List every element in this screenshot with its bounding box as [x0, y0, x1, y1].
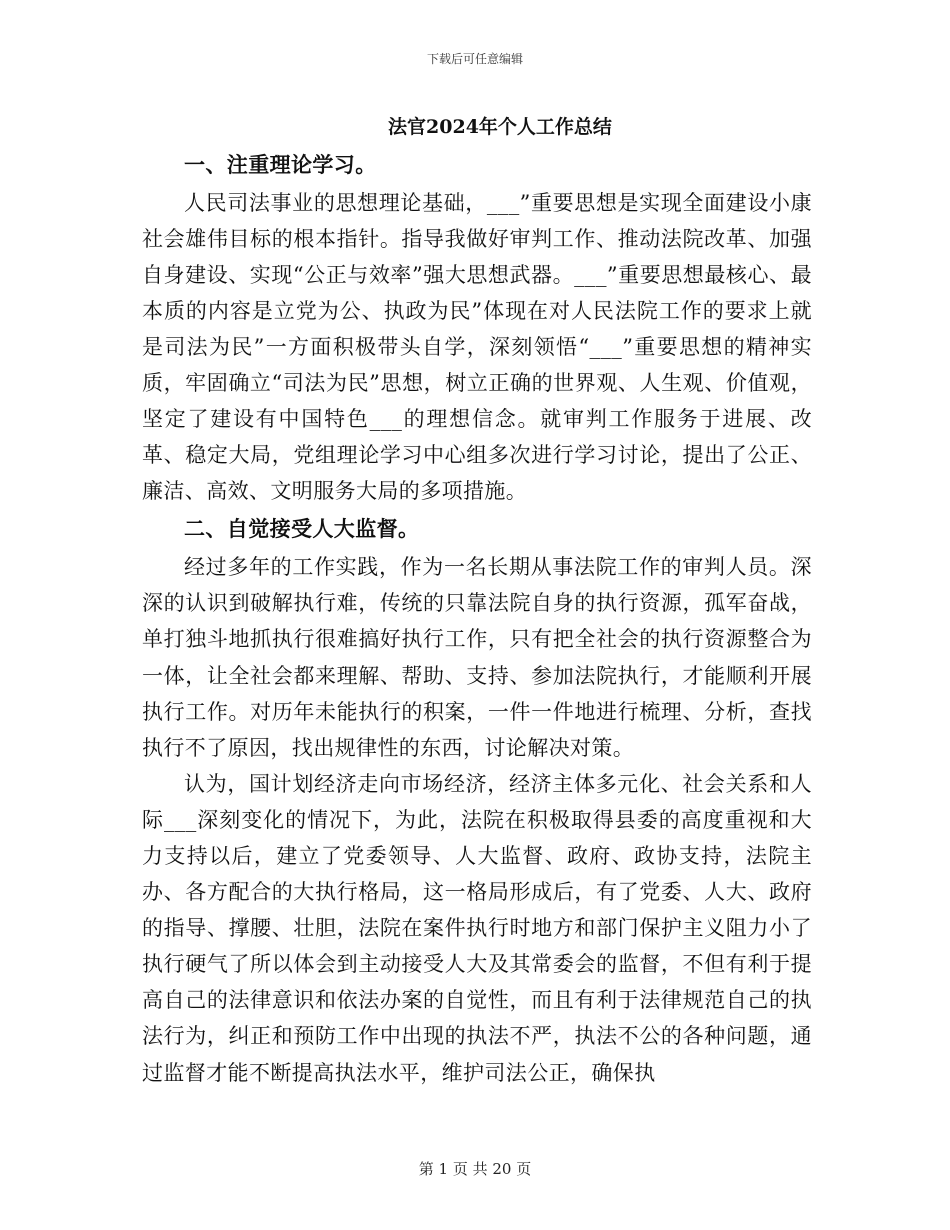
document-body [142, 145, 812, 1091]
body-paragraph: 经过多年的工作实践，作为一名长期从事法院工作的审判人员。深深的认识到破解执行难，传统的只靠法院自身的执行资源，孤军奋战，单打独斗地抓执行很难搞好执行工作，只有把全社会的执行资源整合为一体，让全社会都来理解、帮助、支持、参加法院执行，才能顺利开展执行工作。对历年未能执行的积案，一件一件地进行梳理、分析，查找执行不了原因，找出规律性的东西，讨论解决对策。 [142, 555, 812, 760]
body-paragraph: 人民司法事业的思想理论基础，___”重要思想是实现全面建设小康社会雄伟目标的根本指针。指导我做好审判工作、推动法院改革、加强自身建设、实现“公正与效率”强大思想武器。___”重要思想最核心、最本质的内容是立党为公、执政为民”体现在对人民法院工作的要求上就是司法为民”一方面积极带头自学，深刻领悟“___”重要思想的精神实质，牢固确立“司法为民”思想，树立正确的世界观、人生观、价值观，坚定了建设有中国特色___的理想信念。就审判工作服务于进展、改革、稳定大局，党组理论学习中心组多次进行学习讨论，提出了公正、廉洁、高效、文明服务大局的多项措施。 [142, 190, 812, 504]
section-heading: 二、自觉接受人大监督。 [184, 516, 420, 542]
body-paragraph: 认为，国计划经济走向市场经济，经济主体多元化、社会关系和人际___深刻变化的情况下，为此，法院在积极取得县委的高度重视和大力支持以后，建立了党委领导、人大监督、政府、政协支持，法院主办、各方配合的大执行格局，这一格局形成后，有了党委、人大、政府的指导、撑腰、壮胆，法院在案件执行时地方和部门保护主义阻力小了执行硬气了所以体会到主动接受人大及其常委会的监督，不但有利于提高自己的法律意识和依法办案的自觉性，而且有利于法律规范自己的执法行为，纠正和预防工作中出现的执法不严，执法不公的各种问题，通过监督才能不断提高执法水平，维护司法公正，确保执 [142, 771, 812, 1085]
page-number-footer: 第 1 页 共 20 页 [418, 1160, 532, 1178]
page-header: 下载后可任意编辑 [426, 52, 523, 66]
section-heading: 一、注重理论学习。 [184, 151, 377, 177]
document-title: 法官2024年个人工作总结 [388, 116, 612, 138]
